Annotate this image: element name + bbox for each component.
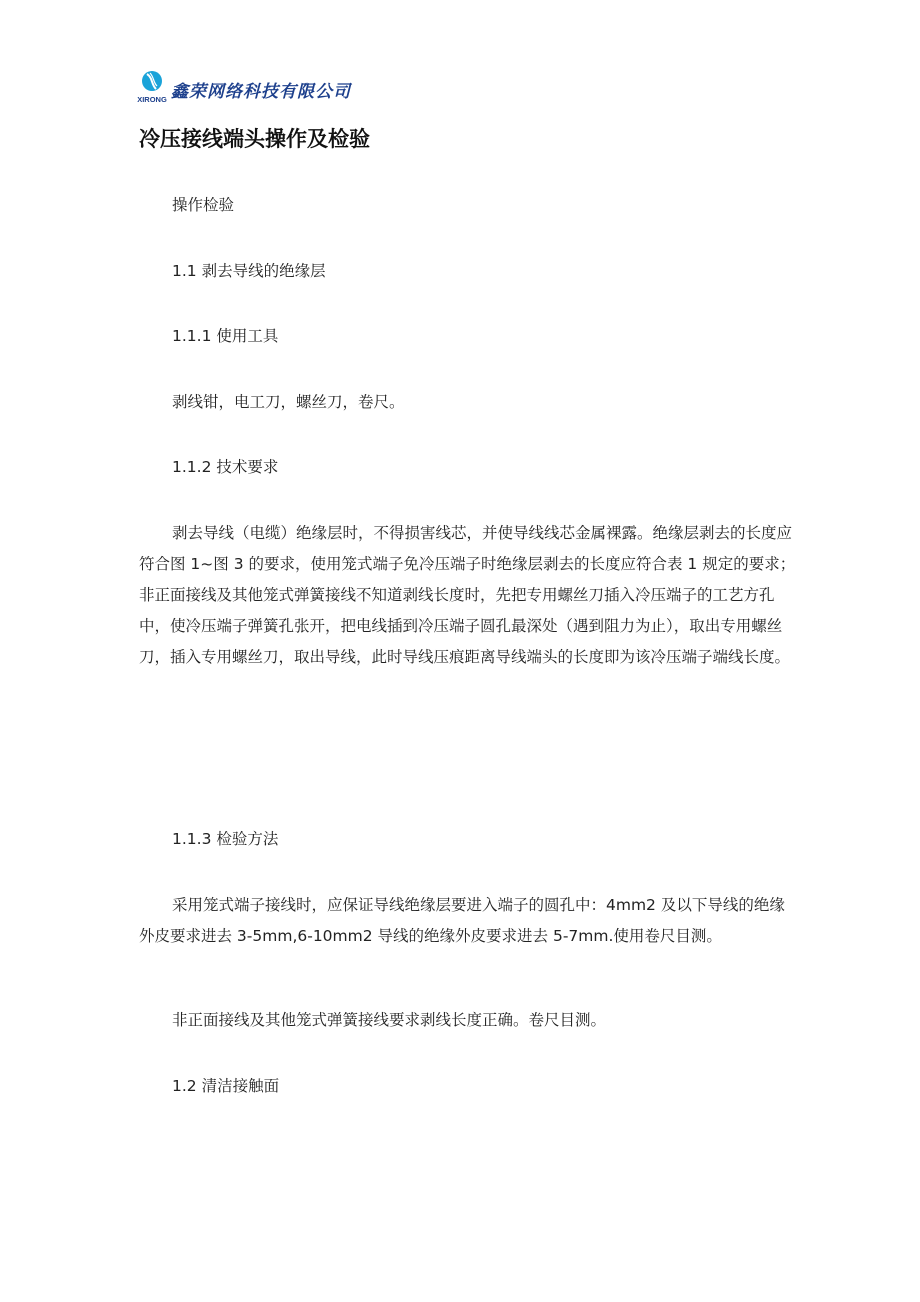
technical-requirements-paragraph: 剥去导线（电缆）绝缘层时，不得损害线芯，并使导线线芯金属裸露。绝缘层剥去的长度应符合图 1~图 3 的要求，使用笼式端子免冷压端子时绝缘层剥去的长度应符合表 1 规定的要求；非正面接线及其他笼式弹簧接线不知道剥线长度时，先把专用螺丝刀插入冷压端子的工艺方孔中，使冷压端子弹簧孔张开，把电线插到冷压端子圆孔最深处（遇到阻力为止），取出专用螺丝刀，插入专用螺丝刀，取出导线，此时导线压痕距离导线端头的长度即为该冷压端子端线长度。: [139, 524, 796, 666]
section-heading-1-1: 1.1 剥去导线的绝缘层: [172, 262, 326, 280]
page-header: [139, 70, 351, 106]
section-heading-1-1-3: 1.1.3 检验方法: [172, 830, 279, 848]
company-logo: [139, 70, 165, 106]
document-title: 冷压接线端头操作及检验: [139, 126, 370, 151]
company-name: 鑫荣网络科技有限公司: [171, 82, 351, 102]
logo-caption: XIRONG: [137, 95, 167, 104]
logo-emblem-icon: [139, 70, 165, 106]
section-heading-1-1-1: 1.1.1 使用工具: [172, 327, 279, 345]
section-heading-1-1-2: 1.1.2 技术要求: [172, 458, 279, 476]
section-heading-operation-inspection: 操作检验: [172, 196, 235, 214]
non-front-wiring-paragraph: 非正面接线及其他笼式弹簧接线要求剥线长度正确。卷尺目测。: [172, 1011, 607, 1029]
inspection-method-paragraph: 采用笼式端子接线时，应保证导线绝缘层要进入端子的圆孔中：4mm2 及以下导线的绝缘外皮要求进去 3-5mm,6-10mm2 导线的绝缘外皮要求进去 5-7mm.使用卷尺目测。: [139, 896, 785, 945]
tools-paragraph: 剥线钳，电工刀，螺丝刀，卷尺。: [172, 393, 405, 411]
section-heading-1-2: 1.2 清洁接触面: [172, 1077, 280, 1095]
